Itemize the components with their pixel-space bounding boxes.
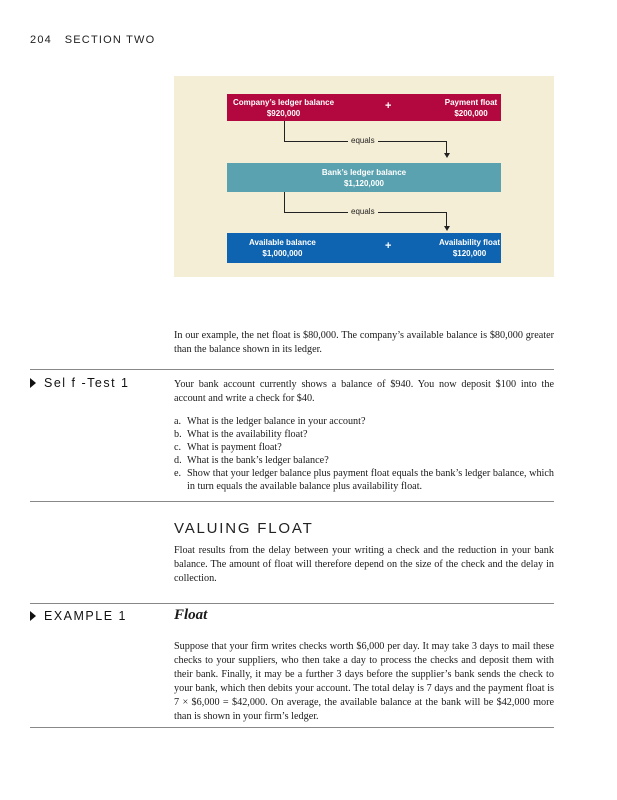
valuing-float-paragraph: Float results from the delay between your writing a check and the reduction in your bank balance. The amount of float will therefore depend on the size of the check and the delay in collection. bbox=[174, 545, 554, 584]
float-diagram bbox=[174, 76, 554, 277]
question-text: What is the ledger balance in your account? bbox=[187, 416, 366, 427]
self-test-label-text: Sel f -Test 1 bbox=[44, 376, 130, 390]
question-item bbox=[174, 441, 554, 454]
payment-float-label: Payment float bbox=[444, 98, 498, 107]
question-text: Show that your ledger balance plus payment float equals the bank’s ledger balance, which in turn equals the available balance plus availability float. bbox=[187, 468, 554, 492]
arrow-down-icon bbox=[444, 226, 450, 231]
divider bbox=[30, 727, 554, 728]
self-test-text: Your bank account currently shows a balance of $940. You now deposit $100 into the account and write a check for $40. bbox=[174, 379, 554, 404]
section-name: SECTION TWO bbox=[64, 34, 156, 46]
availability-float-value: $120,000 bbox=[452, 249, 487, 258]
question-item bbox=[174, 415, 554, 428]
bank-ledger-value: $1,120,000 bbox=[343, 179, 385, 188]
page-number: 204 bbox=[30, 34, 52, 46]
bank-ledger-box bbox=[227, 163, 501, 192]
example-title: Float bbox=[174, 607, 208, 623]
payment-float-value: $200,000 bbox=[454, 109, 488, 118]
example-label bbox=[30, 609, 127, 623]
connector-drop-2 bbox=[446, 212, 447, 226]
question-letter: c. bbox=[174, 442, 182, 453]
question-letter: e. bbox=[174, 468, 182, 479]
bank-ledger-label: Bank’s ledger balance bbox=[321, 168, 407, 177]
question-item bbox=[174, 467, 554, 493]
intro-paragraph: In our example, the net float is $80,000. The company’s available balance is $80,000 greater than the balance shown in its ledger. bbox=[174, 330, 554, 355]
divider bbox=[30, 603, 554, 604]
availability-float-label: Availability float bbox=[438, 238, 501, 247]
example-paragraph: Suppose that your firm writes checks worth $6,000 per day. It may take 3 days to mail these checks to your suppliers, who then take a day to process the checks and deposit them with their bank. Finally, it may be a further 3 days before the supplier’s bank sends the check to your bank, which then debits your account. The total delay is 7 days and the payment float is 7 × $6,000 = $42,000. On average, the available balance at the bank will be $42,000 more than is shown in your firm’s ledger. bbox=[174, 641, 554, 722]
section-heading: VALUING FLOAT bbox=[174, 520, 314, 537]
company-ledger-label: Company’s ledger balance bbox=[233, 98, 335, 107]
question-text: What is the availability float? bbox=[187, 429, 308, 440]
company-ledger-box bbox=[227, 94, 501, 121]
company-ledger-value: $920,000 bbox=[266, 109, 301, 118]
available-balance-box bbox=[227, 233, 501, 263]
equals-label-1: equals bbox=[348, 136, 378, 145]
plus-sign-top: + bbox=[385, 100, 392, 112]
question-text: What is the bank’s ledger balance? bbox=[187, 455, 329, 466]
question-item bbox=[174, 454, 554, 467]
triangle-marker-icon bbox=[30, 611, 36, 621]
question-letter: b. bbox=[174, 429, 182, 440]
plus-sign-bottom: + bbox=[385, 240, 392, 252]
equals-label-2: equals bbox=[348, 207, 378, 216]
self-test-questions bbox=[174, 415, 554, 493]
question-item bbox=[174, 428, 554, 441]
question-letter: a. bbox=[174, 416, 182, 427]
available-balance-label: Available balance bbox=[249, 238, 316, 247]
connector-drop-1 bbox=[446, 141, 447, 153]
example-label-text: EXAMPLE 1 bbox=[44, 609, 127, 623]
arrow-down-icon bbox=[444, 153, 450, 158]
question-text: What is payment float? bbox=[187, 442, 282, 453]
divider bbox=[30, 369, 554, 370]
question-letter: d. bbox=[174, 455, 182, 466]
page-header bbox=[30, 34, 155, 46]
self-test-label bbox=[30, 376, 130, 390]
triangle-marker-icon bbox=[30, 378, 36, 388]
available-balance-value: $1,000,000 bbox=[262, 249, 303, 258]
divider bbox=[30, 501, 554, 502]
